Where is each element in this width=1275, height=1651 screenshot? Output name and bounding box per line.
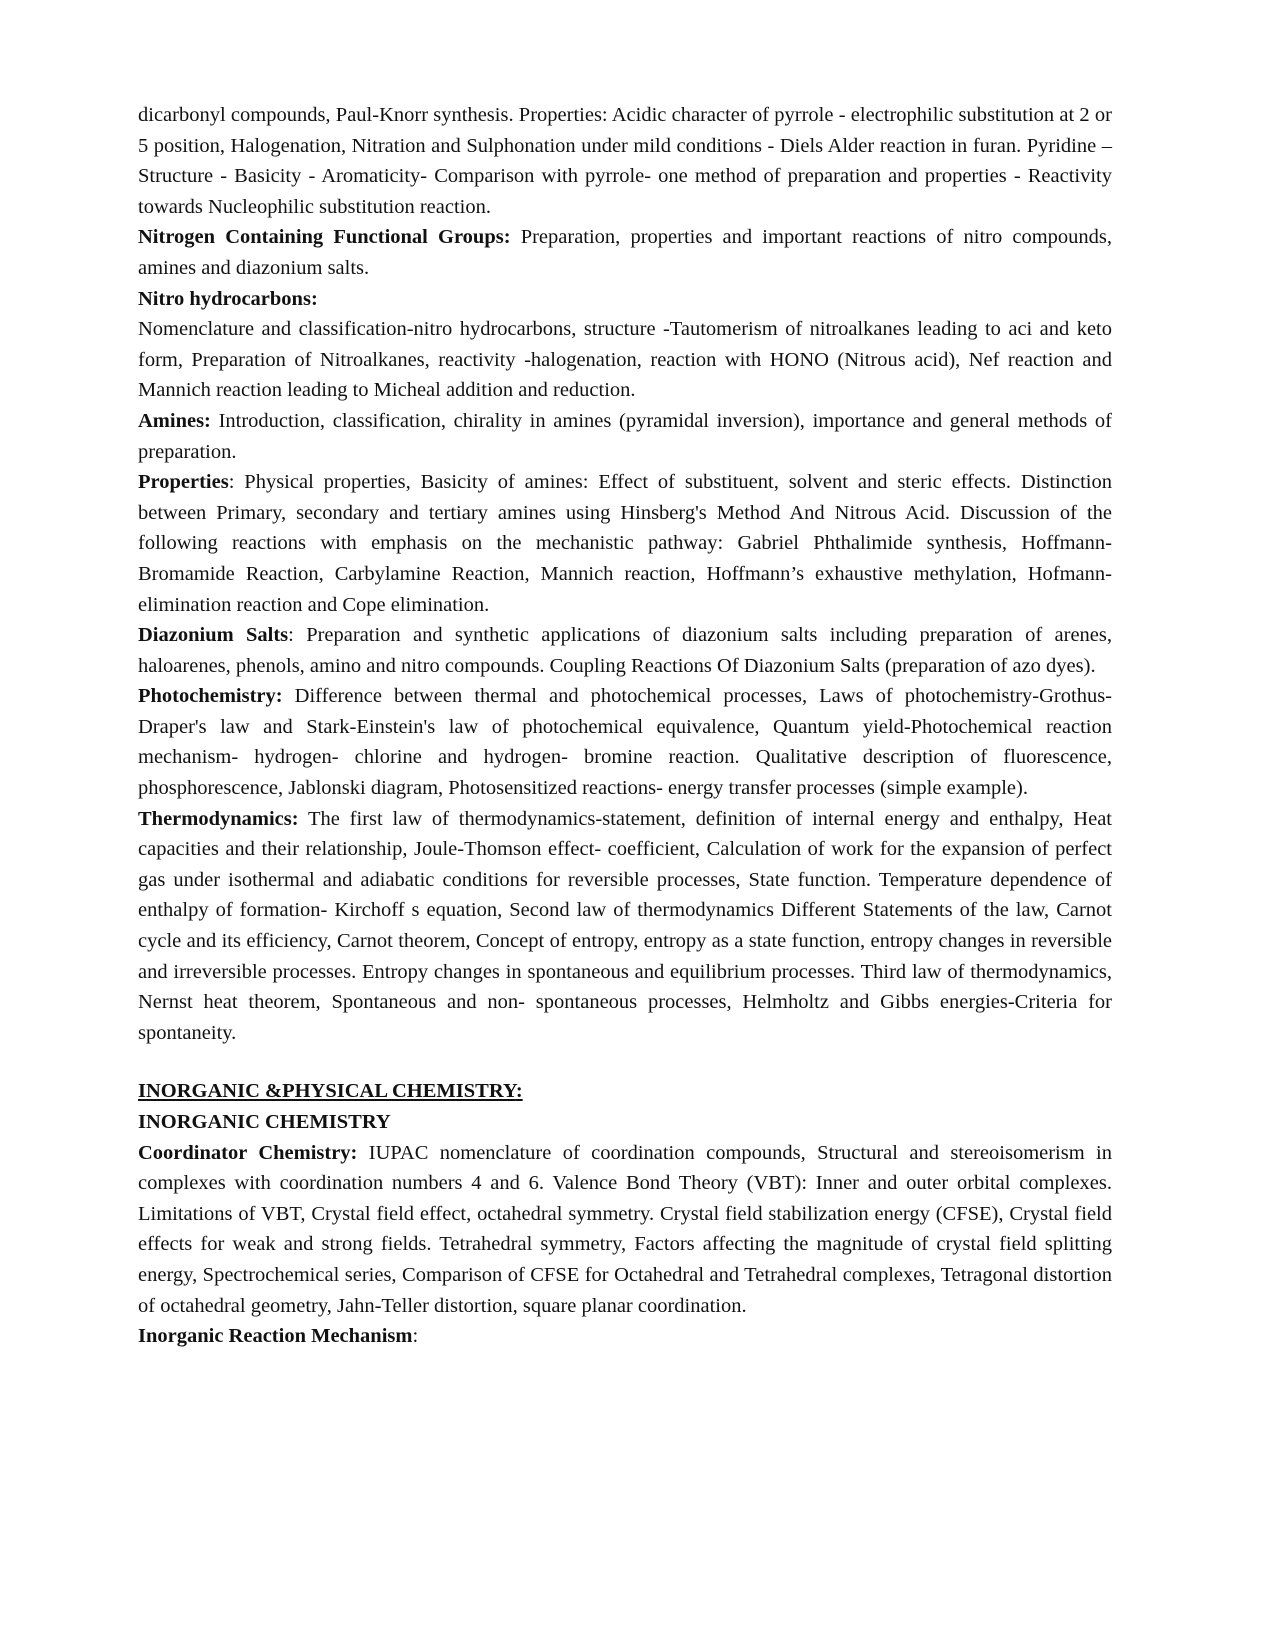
section-title: [138, 1076, 1112, 1107]
paragraph-heading: Coordinator Chemistry:: [138, 1141, 358, 1164]
paragraph-text: Physical properties, Basicity of amines: Effect of substituent, solvent and steric effects. Distinction between Primary, secondary and tertiary amines using Hinsberg's Method And Nitrous Acid. Discussion of the following reactions with emphasis on the mechanistic pathway: Gabriel Phthalimide synthesis, Hoffmann- Bromamide Reaction, Carbylamine Reaction, Mannich reaction, Hoffmann’s exhaustive methylation, Hofmann-elimination reaction and Cope elimination.: [138, 471, 1112, 616]
section-title-suffix: :: [515, 1080, 523, 1103]
paragraph-nitro-heading: [138, 284, 1112, 315]
section-title-text: INORGANIC &PHYSICAL CHEMISTRY: [138, 1080, 516, 1103]
paragraph-nitro-hydrocarbons: [138, 314, 1112, 406]
paragraph-inorganic-reaction-mechanism: [138, 1321, 1112, 1352]
paragraph-separator: [511, 226, 521, 248]
paragraph-heading: Properties: [138, 471, 229, 494]
paragraph-separator: :: [412, 1325, 419, 1348]
paragraph-heading: Nitrogen Containing Functional Groups:: [138, 226, 511, 249]
paragraph-heading: Diazonium Salts: [138, 624, 289, 647]
paragraph-heading: Inorganic Reaction Mechanism: [138, 1325, 413, 1348]
paragraph-nitrogen-groups: [138, 222, 1112, 283]
paragraph-heading: Photochemistry:: [138, 685, 283, 708]
paragraph-properties: [138, 467, 1112, 620]
section-subtitle: INORGANIC CHEMISTRY: [138, 1111, 391, 1133]
paragraph-text: Preparation, properties and important reactions of nitro compounds, amines and diazonium salts.: [138, 226, 1113, 279]
paragraph-text: IUPAC nomenclature of coordination compounds, Structural and stereoisomerism in complexes with coordination numbers 4 and 6. Valence Bond Theory (VBT): Inner and outer orbital complexes. Limitations of VBT, Crystal field effect, octahedral symmetry. Crystal field stabilization energy (CFSE), Crystal field effects for weak and strong fields. Tetrahedral symmetry, Factors affecting the magnitude of crystal field splitting energy, Spectrochemical series, Comparison of CFSE for Octahedral and Tetrahedral complexes, Tetragonal distortion of octahedral geometry, Jahn-Teller distortion, square planar coordination.: [138, 1141, 1112, 1317]
paragraph-text: Difference between thermal and photochemical processes, Laws of photochemistry-Grothus- Draper's law and Stark-Einstein's law of photochemical equivalence, Quantum yield-Photochemical reaction mechanism- hydrogen- chlorine and hydrogen- bromine reaction. Qualitative description of fluorescence, phosphorescence, Jablonski diagram, Photosensitized reactions- energy transfer processes (simple example).: [138, 685, 1113, 800]
paragraph-separator: :: [228, 471, 245, 494]
paragraph-photochemistry: [138, 681, 1112, 803]
paragraph-text: dicarbonyl compounds, Paul-Knorr synthesis. Properties: Acidic character of pyrrole - electrophilic substitution at 2 or 5 position, Halogenation, Nitration and Sulphonation under mild conditions - Diels Alder reaction in furan. Pyridine – Structure - Basicity - Aromaticity- Comparison with pyrrole- one method of preparation and properties - Reactivity towards Nucleophilic substitution reaction.: [138, 104, 1112, 218]
paragraph-text: The first law of thermodynamics-statement, definition of internal energy and enthalpy, Heat capacities and their relationship, Joule-Thomson effect- coefficient, Calculation of work for the expansion of perfect gas under isothermal and adiabatic conditions for reversible processes, State function. Temperature dependence of enthalpy of formation- Kirchoff s equation, Second law of thermodynamics Different Statements of the law, Carnot cycle and its efficiency, Carnot theorem, Concept of entropy, entropy as a state function, entropy changes in reversible and irreversible processes. Entropy changes in spontaneous and equilibrium processes. Third law of thermodynamics, Nernst heat theorem, Spontaneous and non- spontaneous processes, Helmholtz and Gibbs energies-Criteria for spontaneity.: [138, 807, 1112, 1044]
paragraph-text: Introduction, classification, chirality in amines (pyramidal inversion), importance and general methods of preparation.: [138, 409, 1113, 463]
paragraph-heading: Thermodynamics:: [138, 807, 299, 830]
paragraph-heading: Amines:: [138, 409, 211, 432]
paragraph-separator: [299, 808, 308, 830]
paragraph-separator: [357, 1142, 368, 1164]
paragraph-text: Preparation and synthetic applications of diazonium salts including preparation of arenes, haloarenes, phenols, amino and nitro compounds. Coupling Reactions Of Diazonium Salts (preparation of azo dyes).: [138, 624, 1113, 677]
paragraph-diazonium: [138, 620, 1112, 681]
paragraph-separator: [211, 410, 219, 432]
paragraph-heterocycles: [138, 100, 1112, 222]
paragraph-coordinator-chemistry: [138, 1138, 1112, 1322]
paragraph-text: Nomenclature and classification-nitro hydrocarbons, structure -Tautomerism of nitroalkanes leading to aci and keto form, Preparation of Nitroalkanes, reactivity -halogenation, reaction with HONO (Nitrous acid), Nef reaction and Mannich reaction leading to Micheal addition and reduction.: [138, 318, 1112, 402]
paragraph-thermodynamics: [138, 804, 1112, 1049]
paragraph-separator: [283, 685, 295, 707]
paragraph-separator: :: [288, 624, 307, 647]
paragraph-amines: [138, 406, 1112, 467]
document-page: [138, 100, 1112, 1352]
paragraph-heading: Nitro hydrocarbons:: [138, 287, 318, 310]
